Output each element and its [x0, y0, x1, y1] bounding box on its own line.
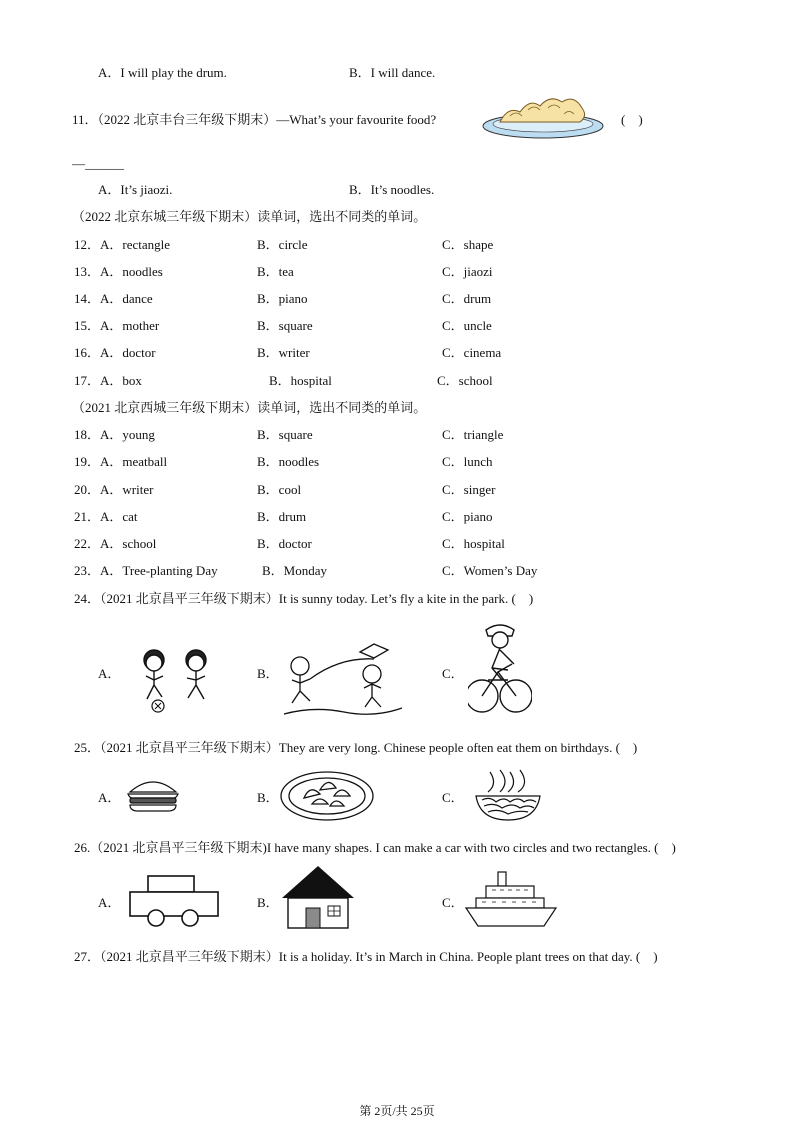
q18-option-c: C．triangle	[442, 427, 504, 442]
section-title-xicheng: （2021 北京西城三年级下期末）读单词，选出不同类的单词。	[72, 400, 427, 415]
q10-option-a: A．I will play the drum.	[98, 65, 227, 80]
q20-option-b: B．cool	[257, 482, 302, 497]
dumplings-plate-icon	[278, 766, 376, 824]
q20-option-a: 20．A．writer	[74, 482, 154, 497]
q12-option-b: B．circle	[257, 237, 308, 252]
cyclist-icon	[468, 620, 532, 718]
q18-option-b: B．square	[257, 427, 313, 442]
q11-answer-paren: ( )	[621, 112, 643, 127]
q14-option-b: B．piano	[257, 291, 308, 306]
hamburger-icon	[124, 776, 182, 812]
q25-option-c-label: C．	[442, 790, 464, 805]
boys-playing-football-icon	[124, 646, 224, 714]
q26-prompt: 26.（2021 北京昌平三年级下期末)I have many shapes. I can make a car with two circles and two rectangles. ( )	[74, 840, 676, 855]
q24-option-c-label: C．	[442, 666, 464, 681]
page-footer: 第 2页/共 25页	[359, 1104, 435, 1118]
q21-option-c: C．piano	[442, 509, 493, 524]
noodles-bowl-icon	[470, 766, 546, 826]
q12-option-a: 12．A．rectangle	[74, 237, 171, 252]
q22-option-b: B．doctor	[257, 536, 312, 551]
q27-prompt: 27．（2021 北京昌平三年级下期末）It is a holiday. It’s in March in China. People plant trees on that day. ( )	[74, 949, 658, 964]
q15-option-b: B．square	[257, 318, 313, 333]
shape-car-icon	[126, 872, 222, 930]
q12-option-c: C．shape	[442, 237, 494, 252]
q16-option-c: C．cinema	[442, 345, 502, 360]
q24-prompt: 24．（2021 北京昌平三年级下期末）It is sunny today. Let’s fly a kite in the park. ( )	[74, 591, 534, 606]
q19-option-a: 19．A．meatball	[74, 454, 168, 469]
q11-option-a: A．It’s jiaozi.	[98, 182, 173, 197]
q10-option-b: B．I will dance.	[349, 65, 436, 80]
q11-prompt: 11．（2022 北京丰台三年级下期末）—What’s your favourite food?	[72, 112, 437, 127]
q17-option-b: B．hospital	[269, 373, 332, 388]
q11-option-b: B．It’s noodles.	[349, 182, 435, 197]
q22-option-a: 22．A．school	[74, 536, 157, 551]
q13-option-a: 13．A．noodles	[74, 264, 163, 279]
house-icon	[280, 864, 356, 930]
q26-option-c-label: C．	[442, 895, 464, 910]
q13-option-c: C．jiaozi	[442, 264, 493, 279]
q25-prompt: 25．（2021 北京昌平三年级下期末）They are very long. Chinese people often eat them on birthdays. ( )	[74, 740, 638, 755]
q24-option-a-label: A．	[98, 666, 121, 681]
q15-option-a: 15．A．mother	[74, 318, 160, 333]
jiaozi-plate-icon	[478, 92, 608, 142]
q14-option-a: 14．A．dance	[74, 291, 153, 306]
q15-option-c: C．uncle	[442, 318, 492, 333]
q21-option-b: B．drum	[257, 509, 307, 524]
q16-option-b: B．writer	[257, 345, 310, 360]
q16-option-a: 16．A．doctor	[74, 345, 156, 360]
q14-option-c: C．drum	[442, 291, 492, 306]
ship-icon	[464, 868, 558, 930]
q19-option-b: B．noodles	[257, 454, 320, 469]
q26-option-b-label: B．	[257, 895, 279, 910]
kite-flying-children-icon	[280, 640, 404, 718]
q13-option-b: B．tea	[257, 264, 294, 279]
q24-option-b-label: B．	[257, 666, 279, 681]
section-title-dongcheng: （2022 北京东城三年级下期末）读单词，选出不同类的单词。	[72, 209, 427, 224]
q25-option-b-label: B．	[257, 790, 279, 805]
q23-option-b: B．Monday	[262, 563, 328, 578]
q21-option-a: 21．A．cat	[74, 509, 138, 524]
q20-option-c: C．singer	[442, 482, 496, 497]
q22-option-c: C．hospital	[442, 536, 505, 551]
q23-option-c: C．Women’s Day	[442, 563, 538, 578]
q11-answer-line: —______	[72, 156, 124, 171]
q25-option-a-label: A．	[98, 790, 121, 805]
q17-option-a: 17．A．box	[74, 373, 142, 388]
q18-option-a: 18．A．young	[74, 427, 155, 442]
q17-option-c: C．school	[437, 373, 493, 388]
q23-option-a: 23．A．Tree-planting Day	[74, 563, 218, 578]
q19-option-c: C．lunch	[442, 454, 493, 469]
q26-option-a-label: A．	[98, 895, 121, 910]
